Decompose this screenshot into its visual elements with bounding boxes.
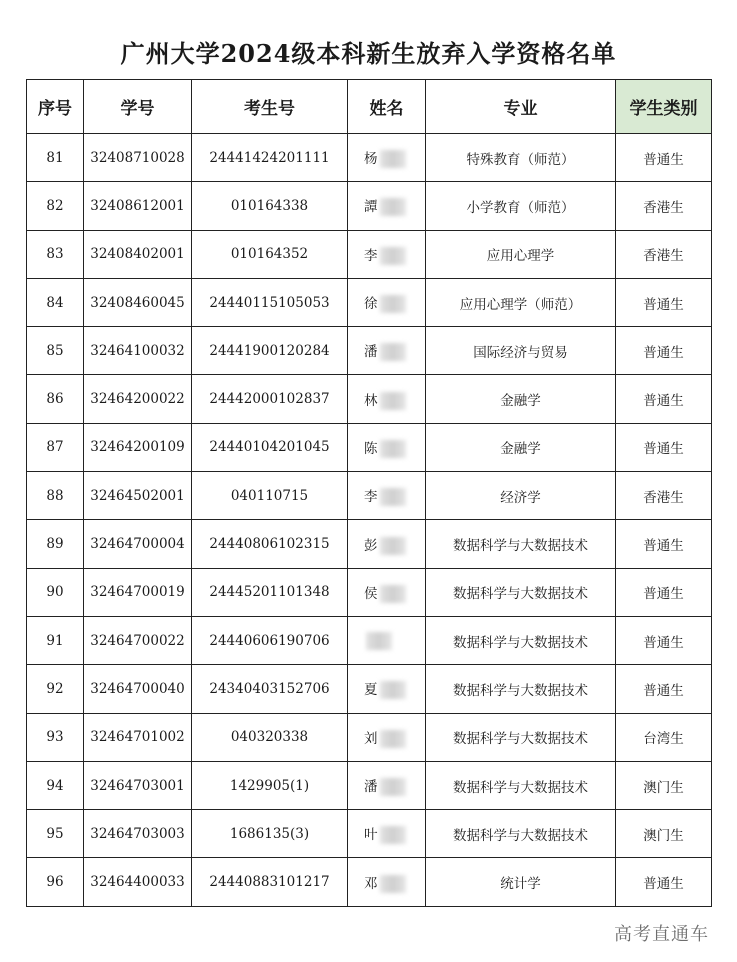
cell-seq: 85 <box>27 327 84 375</box>
table-row <box>27 327 712 375</box>
name-text: 刘 <box>364 730 378 747</box>
cell-exam-id: 24440806102315 <box>192 520 348 568</box>
cell-major: 金融学 <box>426 375 616 423</box>
cell-name <box>348 472 426 520</box>
cell-seq: 92 <box>27 665 84 713</box>
name-text: 侯 <box>364 585 378 602</box>
cell-name <box>348 423 426 471</box>
cell-name <box>348 134 426 182</box>
cell-major: 数据科学与大数据技术 <box>426 520 616 568</box>
table-row <box>27 810 712 858</box>
cell-category: 普通生 <box>616 568 712 616</box>
cell-seq: 91 <box>27 616 84 664</box>
cell-exam-id: 1686135(3) <box>192 810 348 858</box>
table-row <box>27 230 712 278</box>
name-text: 邓 <box>364 875 378 892</box>
cell-seq: 81 <box>27 134 84 182</box>
document-title: 广州大学2024级本科新生放弃入学资格名单 <box>120 39 617 68</box>
redaction-blur <box>366 632 392 650</box>
cell-seq: 87 <box>27 423 84 471</box>
cell-exam-id: 010164338 <box>192 182 348 230</box>
cell-name <box>348 810 426 858</box>
cell-seq: 90 <box>27 568 84 616</box>
table-row <box>27 520 712 568</box>
cell-category: 普通生 <box>616 665 712 713</box>
cell-seq: 88 <box>27 472 84 520</box>
cell-major: 应用心理学 <box>426 230 616 278</box>
cell-exam-id: 1429905(1) <box>192 761 348 809</box>
cell-name <box>348 665 426 713</box>
name-text: 彭 <box>364 537 378 554</box>
cell-exam-id: 24442000102837 <box>192 375 348 423</box>
cell-name <box>348 520 426 568</box>
redaction-blur <box>380 875 406 893</box>
cell-major: 国际经济与贸易 <box>426 327 616 375</box>
table-row <box>27 278 712 326</box>
cell-category: 澳门生 <box>616 810 712 858</box>
cell-category: 普通生 <box>616 327 712 375</box>
table-row <box>27 568 712 616</box>
cell-major: 特殊教育（师范） <box>426 134 616 182</box>
name-text: 徐 <box>364 296 378 313</box>
cell-exam-id: 24445201101348 <box>192 568 348 616</box>
cell-student-id: 32464200022 <box>84 375 192 423</box>
name-text: 潘 <box>364 344 378 361</box>
watermark: 高考直通车 <box>614 924 709 945</box>
redaction-blur <box>380 198 406 216</box>
table-header-row <box>27 80 712 134</box>
cell-category: 普通生 <box>616 134 712 182</box>
cell-seq: 84 <box>27 278 84 326</box>
name-text: 林 <box>364 392 378 409</box>
table-row <box>27 665 712 713</box>
cell-name <box>348 278 426 326</box>
redaction-blur <box>380 440 406 458</box>
cell-student-id: 32464200109 <box>84 423 192 471</box>
cell-exam-id: 24441424201111 <box>192 134 348 182</box>
cell-category: 香港生 <box>616 182 712 230</box>
redaction-blur <box>380 247 406 265</box>
cell-exam-id: 24441900120284 <box>192 327 348 375</box>
cell-student-id: 32464400033 <box>84 858 192 906</box>
cell-student-id: 32464700022 <box>84 616 192 664</box>
cell-student-id: 32464700004 <box>84 520 192 568</box>
table-row <box>27 134 712 182</box>
name-text: 譚 <box>364 199 378 216</box>
table-row <box>27 761 712 809</box>
table-row <box>27 423 712 471</box>
name-text: 潘 <box>364 779 378 795</box>
table-row <box>27 472 712 520</box>
cell-major: 数据科学与大数据技术 <box>426 616 616 664</box>
cell-student-id: 32408710028 <box>84 134 192 182</box>
cell-major: 小学教育（师范） <box>426 182 616 230</box>
redaction-blur <box>380 585 406 603</box>
name-text: 夏 <box>364 682 378 699</box>
header-category: 学生类别 <box>616 80 712 134</box>
cell-name <box>348 761 426 809</box>
cell-seq: 94 <box>27 761 84 809</box>
cell-major: 数据科学与大数据技术 <box>426 713 616 761</box>
name-text: 陈 <box>364 440 378 457</box>
redaction-blur <box>380 488 406 506</box>
cell-seq: 86 <box>27 375 84 423</box>
cell-category: 台湾生 <box>616 713 712 761</box>
cell-seq: 95 <box>27 810 84 858</box>
cell-exam-id: 010164352 <box>192 230 348 278</box>
cell-exam-id: 24440883101217 <box>192 858 348 906</box>
table-body <box>27 134 712 907</box>
name-text: 李 <box>364 247 378 264</box>
cell-exam-id: 24440606190706 <box>192 616 348 664</box>
cell-seq: 83 <box>27 230 84 278</box>
redaction-blur <box>380 537 406 555</box>
cell-name <box>348 616 426 664</box>
cell-category: 香港生 <box>616 230 712 278</box>
table-row <box>27 858 712 906</box>
redaction-blur <box>380 681 406 699</box>
cell-student-id: 32464700040 <box>84 665 192 713</box>
cell-student-id: 32408612001 <box>84 182 192 230</box>
cell-category: 普通生 <box>616 858 712 906</box>
cell-major: 数据科学与大数据技术 <box>426 665 616 713</box>
cell-exam-id: 24440104201045 <box>192 423 348 471</box>
cell-major: 数据科学与大数据技术 <box>426 761 616 809</box>
redaction-blur <box>380 295 406 313</box>
cell-exam-id: 24340403152706 <box>192 665 348 713</box>
cell-name <box>348 375 426 423</box>
cell-seq: 96 <box>27 858 84 906</box>
header-student-id: 学号 <box>84 80 192 134</box>
redaction-blur <box>380 150 406 168</box>
cell-student-id: 32464100032 <box>84 327 192 375</box>
cell-major: 经济学 <box>426 472 616 520</box>
header-seq: 序号 <box>27 80 84 134</box>
header-major: 专业 <box>426 80 616 134</box>
name-text: 李 <box>364 489 378 506</box>
cell-seq: 89 <box>27 520 84 568</box>
header-exam-id: 考生号 <box>192 80 348 134</box>
cell-student-id: 32464701002 <box>84 713 192 761</box>
cell-major: 数据科学与大数据技术 <box>426 810 616 858</box>
cell-major: 应用心理学（师范） <box>426 278 616 326</box>
name-text: 叶 <box>364 827 378 844</box>
redaction-blur <box>380 778 406 796</box>
cell-category: 普通生 <box>616 616 712 664</box>
cell-student-id: 32464700019 <box>84 568 192 616</box>
redaction-blur <box>380 392 406 410</box>
redaction-blur <box>380 826 406 844</box>
table-row <box>27 713 712 761</box>
cell-category: 香港生 <box>616 472 712 520</box>
cell-name <box>348 568 426 616</box>
redaction-blur <box>380 343 406 361</box>
cell-seq: 93 <box>27 713 84 761</box>
cell-name <box>348 182 426 230</box>
cell-major: 统计学 <box>426 858 616 906</box>
table-row <box>27 375 712 423</box>
cell-major: 数据科学与大数据技术 <box>426 568 616 616</box>
cell-name <box>348 858 426 906</box>
redaction-blur <box>380 730 406 748</box>
header-name: 姓名 <box>348 80 426 134</box>
cell-category: 普通生 <box>616 423 712 471</box>
student-table <box>26 79 712 907</box>
cell-name <box>348 327 426 375</box>
cell-major: 金融学 <box>426 423 616 471</box>
table-row <box>27 182 712 230</box>
cell-name <box>348 713 426 761</box>
cell-student-id: 32464502001 <box>84 472 192 520</box>
cell-exam-id: 040110715 <box>192 472 348 520</box>
cell-category: 澳门生 <box>616 761 712 809</box>
cell-category: 普通生 <box>616 520 712 568</box>
cell-student-id: 32464703001 <box>84 761 192 809</box>
cell-exam-id: 040320338 <box>192 713 348 761</box>
cell-name <box>348 230 426 278</box>
cell-student-id: 32408402001 <box>84 230 192 278</box>
cell-category: 普通生 <box>616 278 712 326</box>
cell-category: 普通生 <box>616 375 712 423</box>
cell-student-id: 32408460045 <box>84 278 192 326</box>
cell-exam-id: 24440115105053 <box>192 278 348 326</box>
cell-seq: 82 <box>27 182 84 230</box>
cell-student-id: 32464703003 <box>84 810 192 858</box>
name-text: 杨 <box>364 151 378 168</box>
table-row <box>27 616 712 664</box>
